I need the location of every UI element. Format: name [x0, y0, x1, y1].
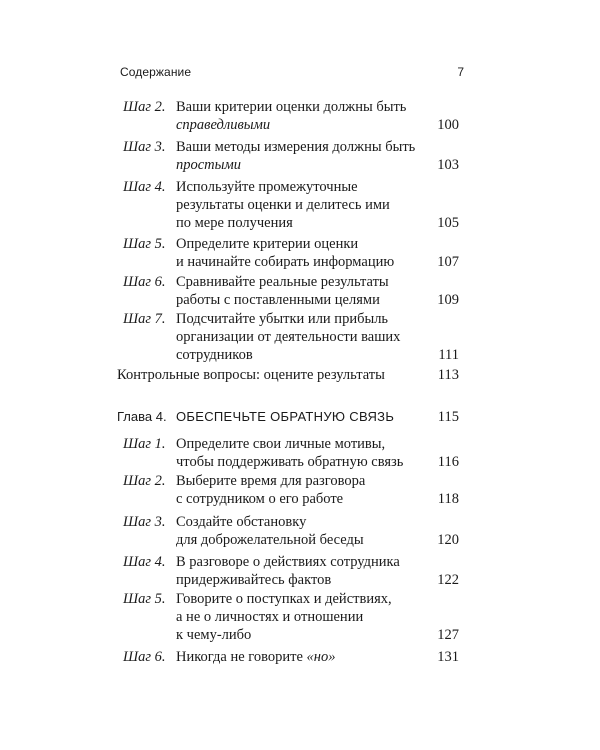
step-label: Шаг 5.	[123, 236, 166, 252]
toc-page-number: 113	[437, 367, 459, 383]
step-text	[176, 648, 431, 666]
toc-page-number: 131	[437, 649, 459, 665]
step-text	[176, 553, 431, 589]
toc-page-number: 109	[437, 292, 459, 308]
step-text-line: Используйте промежуточные	[176, 179, 358, 195]
toc-page-number: 105	[437, 215, 459, 231]
step-text-part: Никогда не говорите	[176, 649, 303, 665]
step-text-line: Подсчитайте убытки или прибыль	[176, 311, 389, 327]
step-label: Шаг 4.	[123, 179, 166, 195]
step-text	[176, 513, 431, 549]
toc-page-number: 115	[437, 409, 459, 425]
step-text-part: «но»	[306, 649, 336, 665]
step-text-line: к чему-либо	[176, 627, 252, 643]
step-label: Шаг 2.	[123, 99, 166, 115]
step-text-line: Определите критерии оценки	[176, 236, 359, 252]
step-text	[176, 235, 431, 271]
chapter-label: Глава 4.	[117, 409, 167, 424]
toc-page-number: 127	[437, 627, 459, 643]
chapter-title: ОБЕСПЕЧЬТЕ ОБРАТНУЮ СВЯЗЬ	[176, 409, 395, 424]
step-text	[176, 590, 431, 644]
step-label: Шаг 5.	[123, 591, 166, 607]
step-label: Шаг 2.	[123, 473, 166, 489]
step-text-line: а не о личностях и отношении	[176, 609, 364, 625]
running-head: Содержание	[120, 65, 192, 79]
step-label: Шаг 7.	[123, 311, 166, 327]
step-text	[176, 472, 431, 508]
step-text-line: справедливыми	[176, 117, 271, 133]
step-label: Шаг 1.	[123, 436, 166, 452]
step-text-line: Выберите время для разговора	[176, 473, 366, 489]
step-text-line: В разговоре о действиях сотрудника	[176, 554, 400, 570]
review-title: Контрольные вопросы: оцените результаты	[117, 367, 385, 383]
toc-page-number: 118	[437, 491, 459, 507]
step-text-line: Ваши методы измерения должны быть	[176, 139, 416, 155]
toc-page-number: 116	[437, 454, 459, 470]
step-text	[176, 178, 431, 232]
toc-page-number: 100	[437, 117, 459, 133]
step-text-line: и начинайте собирать информацию	[176, 254, 395, 270]
step-text-line: Создайте обстановку	[176, 514, 307, 530]
page-number: 7	[457, 65, 464, 79]
step-text	[176, 310, 431, 364]
step-label: Шаг 3.	[123, 514, 166, 530]
toc-page-number: 122	[437, 572, 459, 588]
step-label: Шаг 4.	[123, 554, 166, 570]
step-text-line: работы с поставленными целями	[176, 292, 380, 308]
step-text	[176, 138, 431, 174]
step-text-line: с сотрудником о его работе	[176, 491, 344, 507]
step-text-line: придерживайтесь фактов	[176, 572, 332, 588]
step-text	[176, 98, 431, 134]
step-text-line: организации от деятельности ваших	[176, 329, 401, 345]
toc-page-number: 120	[437, 532, 459, 548]
toc-page-number: 111	[438, 347, 459, 363]
step-text	[176, 273, 431, 309]
step-text-line: простыми	[176, 157, 241, 173]
step-label: Шаг 6.	[123, 649, 166, 665]
step-text-line: по мере получения	[176, 215, 293, 231]
step-text-line: Говорите о поступках и действиях,	[176, 591, 392, 607]
step-text-line: Определите свои личные мотивы,	[176, 436, 386, 452]
step-label: Шаг 6.	[123, 274, 166, 290]
step-text-line: для доброжелательной беседы	[176, 532, 364, 548]
step-text-line	[176, 648, 431, 666]
toc-page-number: 103	[437, 157, 459, 173]
step-text-line: чтобы поддерживать обратную связь	[176, 454, 404, 470]
step-text-line: Ваши критерии оценки должны быть	[176, 99, 407, 115]
step-label: Шаг 3.	[123, 139, 166, 155]
toc-page-number: 107	[437, 254, 459, 270]
step-text-line: Сравнивайте реальные результаты	[176, 274, 389, 290]
step-text-line: сотрудников	[176, 347, 253, 363]
step-text-line: результаты оценки и делитесь ими	[176, 197, 390, 213]
step-text	[176, 435, 431, 471]
